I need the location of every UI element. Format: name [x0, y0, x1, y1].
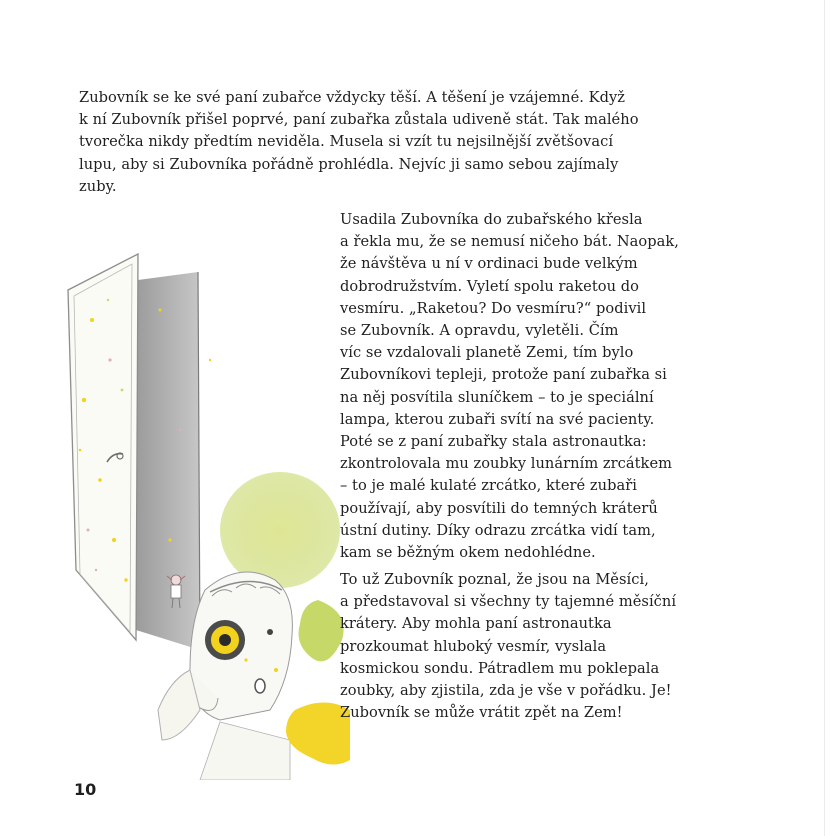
- text-line: k ní Zubovník přišel poprvé, paní zubařka zůstala udiveně stát. Tak malého: [79, 111, 639, 129]
- text-line: Zubovník se může vrátit zpět na Zem!: [340, 704, 623, 722]
- page-number: 10: [74, 780, 97, 799]
- text-line: vesmíru. „Raketou? Do vesmíru?“ podivil: [340, 299, 647, 317]
- door-opening: [136, 272, 200, 650]
- text-line: víc se vzdalovali planetě Zemi, tím bylo: [340, 344, 634, 362]
- text-line: ústní dutiny. Díky odrazu zrcátka vidí tam,: [340, 521, 656, 539]
- page-edge-divider: [824, 0, 825, 836]
- text-line: lupu, aby si Zubovníka pořádně prohlédla. Nejvíc ji samo sebou zajímaly: [79, 155, 619, 173]
- text-line: tvorečka nikdy předtím neviděla. Musela si vzít tu nejsilnější zvětšovací: [79, 133, 614, 151]
- paragraph-dental-chair: [340, 209, 679, 564]
- text-line: se Zubovník. A opravdu, vyletěli. Čím: [340, 322, 619, 340]
- text-line: na něj posvítila sluníčkem – to je speciální: [340, 388, 654, 406]
- text-line: zuby.: [79, 177, 117, 195]
- text-line: zoubky, aby zjistila, zda je vše v pořádku. Je!: [340, 682, 672, 700]
- paragraph-intro: [79, 87, 639, 198]
- text-line: Zubovníkovi tepleji, protože paní zubařka si: [340, 366, 667, 384]
- text-line: To už Zubovník poznal, že jsou na Měsíci,: [340, 571, 649, 588]
- text-line: používají, aby posvítili do temných kráterů: [340, 499, 658, 517]
- illustration-door-astronaut: [50, 240, 350, 780]
- text-line: dobrodružstvím. Vyletí spolu raketou do: [340, 277, 639, 295]
- text-line: kam se běžným okem nedohlédne.: [340, 544, 596, 562]
- text-line: krátery. Aby mohla paní astronautka: [340, 615, 612, 633]
- text-line: – to je malé kulaté zrcátko, které zubaři: [340, 477, 637, 495]
- text-line: lampa, kterou zubaři svítí na své pacienty.: [340, 410, 655, 428]
- text-line: zkontrolovala mu zoubky lunárním zrcátkem: [340, 455, 673, 473]
- text-line: a řekla mu, že se nemusí ničeho bát. Naopak,: [340, 233, 679, 251]
- door-panel: [68, 254, 138, 640]
- text-line: prozkoumat hluboký vesmír, vyslala: [340, 637, 607, 655]
- paragraph-moon: [340, 569, 676, 724]
- green-paint-splash: [299, 600, 344, 661]
- text-line: že návštěva u ní v ordinaci bude velkým: [340, 255, 638, 273]
- text-line: a představoval si všechny ty tajemné měsíční: [340, 593, 677, 611]
- green-paint-blob: [220, 472, 340, 588]
- text-line: Poté se z paní zubařky stala astronautka:: [340, 433, 647, 451]
- text-line: Zubovník se ke své paní zubařce vždycky těší. A těšení je vzájemné. Když: [79, 89, 626, 106]
- text-line: Usadila Zubovníka do zubařského křesla: [340, 211, 643, 228]
- text-line: kosmickou sondu. Pátradlem mu poklepala: [340, 659, 660, 677]
